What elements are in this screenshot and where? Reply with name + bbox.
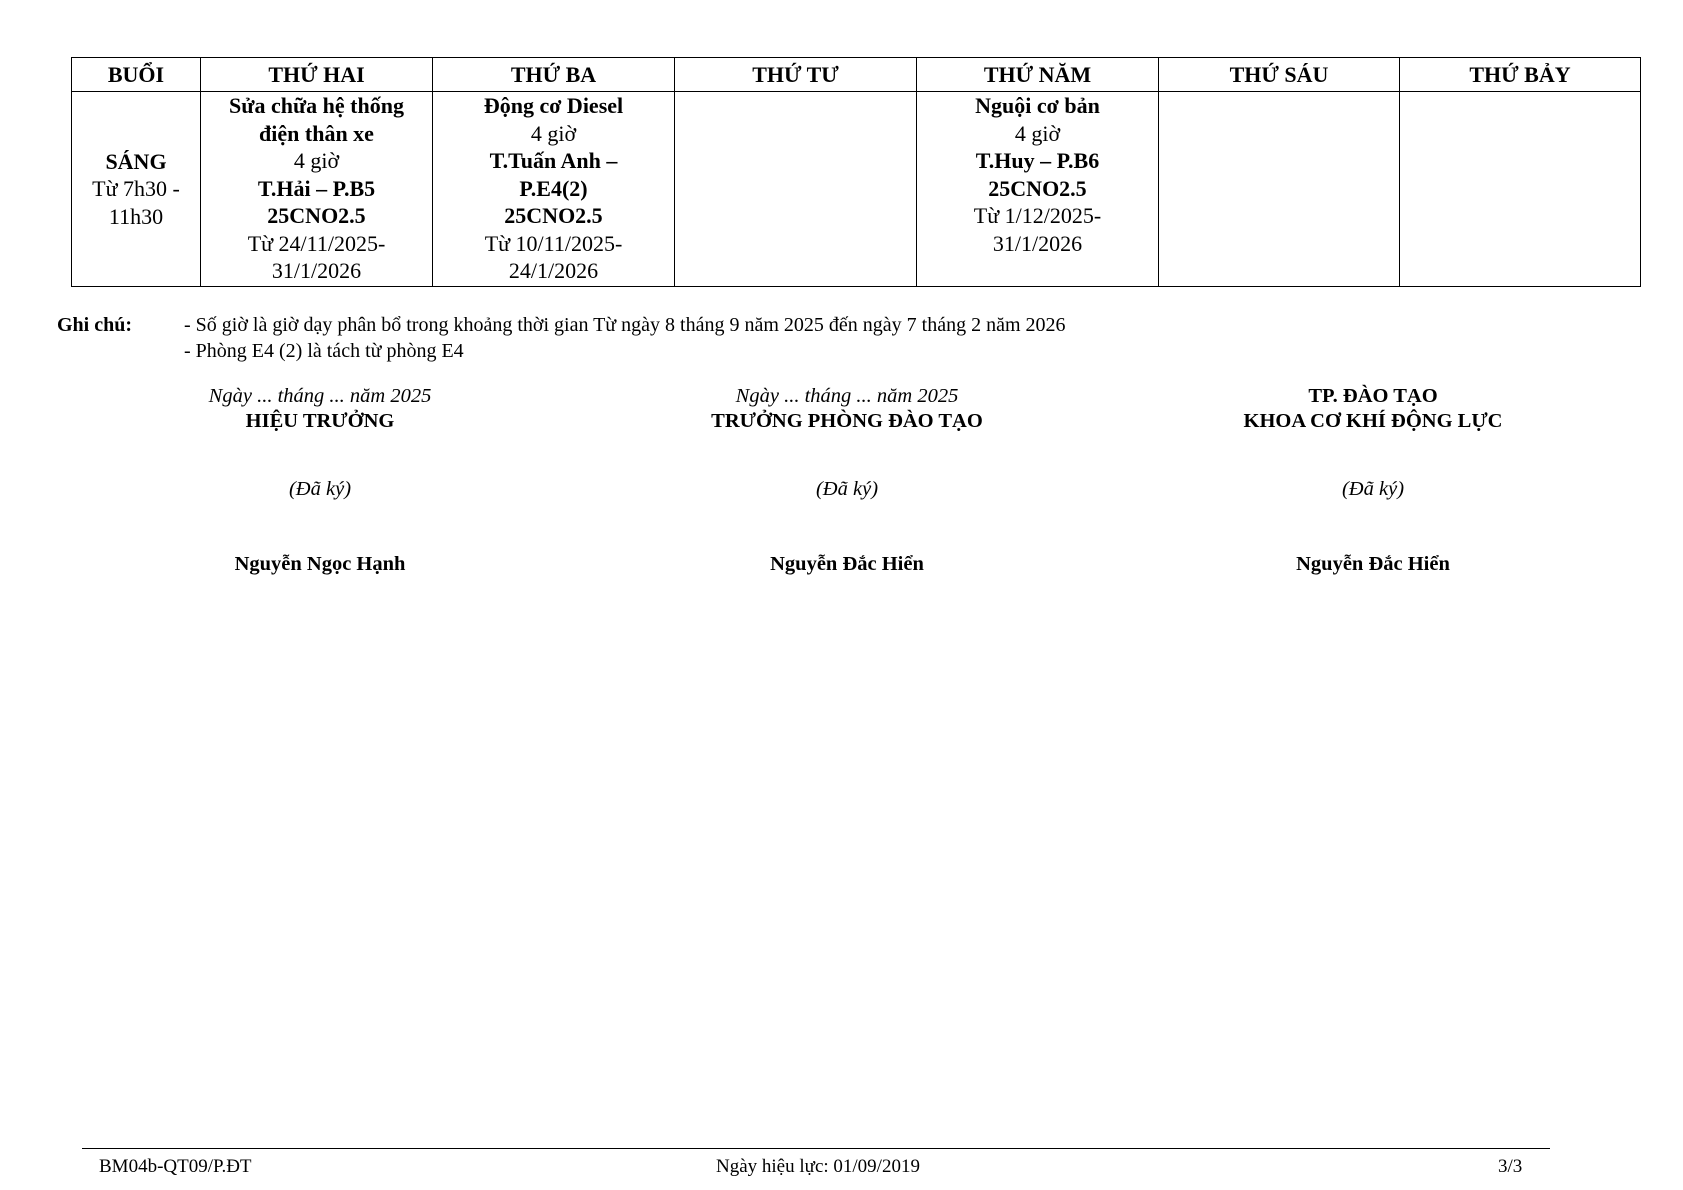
signature-name: Nguyễn Đắc Hiển (1296, 553, 1450, 575)
signature-name: Nguyễn Đắc Hiển (770, 553, 924, 575)
signature-training-head (587, 384, 1107, 575)
header-thursday: THỨ NĂM (917, 58, 1159, 92)
tue-hours: 4 giờ (530, 120, 577, 146)
wednesday-cell (675, 92, 917, 287)
footer-form-code: BM04b-QT09/P.ĐT (99, 1156, 252, 1177)
tue-subject: Động cơ Diesel (483, 93, 624, 118)
signature-principal (60, 384, 580, 575)
header-saturday: THỨ BẢY (1400, 58, 1641, 92)
mon-range-line1: Từ 24/11/2025- (247, 230, 386, 256)
saturday-cell (1400, 92, 1641, 287)
table-header-row (72, 58, 1641, 92)
session-time-end: 11h30 (108, 203, 164, 229)
thu-range-line1: Từ 1/12/2025- (973, 203, 1102, 228)
session-time-start: Từ 7h30 - (92, 176, 180, 202)
mon-hours: 4 giờ (293, 148, 340, 173)
tue-teacher-line1: T.Tuấn Anh – (489, 148, 618, 173)
tuesday-cell (433, 92, 675, 287)
header-monday: THỨ HAI (201, 58, 433, 92)
signature-date: Ngày ... tháng ... năm 2025 (208, 385, 432, 407)
signature-title-1: TP. ĐÀO TẠO (1308, 385, 1438, 407)
thu-teacher-room: T.Huy – P.B6 (975, 148, 1100, 173)
session-cell (72, 92, 201, 287)
mon-subject-line1: Sửa chữa hệ thống (229, 93, 404, 118)
header-tuesday: THỨ BA (433, 58, 675, 92)
schedule-table (71, 57, 1641, 287)
thu-hours: 4 giờ (1014, 120, 1061, 146)
signature-signed: (Đã ký) (1341, 478, 1405, 500)
mon-range-line2: 31/1/2026 (271, 258, 362, 283)
header-friday: THỨ SÁU (1159, 58, 1400, 92)
signature-signed: (Đã ký) (815, 478, 879, 500)
thu-subject: Nguội cơ bản (975, 93, 1100, 118)
friday-cell (1159, 92, 1400, 287)
signature-faculty (1113, 384, 1633, 575)
tue-range-line2: 24/1/2026 (508, 258, 599, 283)
signature-name: Nguyễn Ngọc Hạnh (234, 553, 406, 575)
notes-label: Ghi chú: (57, 314, 133, 336)
mon-teacher-room: T.Hải – P.B5 (257, 175, 376, 201)
signature-title-2: KHOA CƠ KHÍ ĐỘNG LỰC (1243, 410, 1503, 432)
footer-divider (82, 1148, 1550, 1149)
signature-title: TRƯỞNG PHÒNG ĐÀO TẠO (711, 410, 983, 432)
signature-title: HIỆU TRƯỞNG (245, 410, 395, 432)
thursday-cell (917, 92, 1159, 287)
table-row-morning (72, 92, 1641, 287)
tue-class: 25CNO2.5 (504, 203, 603, 228)
mon-subject-line2: điện thân xe (259, 120, 374, 146)
note-line-2: - Phòng E4 (2) là tách từ phòng E4 (184, 340, 464, 362)
signature-date: Ngày ... tháng ... năm 2025 (735, 385, 959, 407)
thu-class: 25CNO2.5 (988, 175, 1087, 201)
signature-signed: (Đã ký) (288, 478, 352, 500)
footer-effective-date: Ngày hiệu lực: 01/09/2019 (716, 1156, 920, 1177)
mon-class: 25CNO2.5 (267, 203, 366, 228)
session-name: SÁNG (105, 148, 167, 174)
tue-range-line1: Từ 10/11/2025- (484, 230, 623, 256)
monday-cell (201, 92, 433, 287)
tue-teacher-line2: P.E4(2) (519, 175, 588, 201)
header-wednesday: THỨ TƯ (675, 58, 917, 92)
footer-page-number: 3/3 (1498, 1156, 1523, 1177)
header-session: BUỔI (72, 58, 201, 92)
thu-range-line2: 31/1/2026 (992, 230, 1083, 256)
note-line-1: - Số giờ là giờ dạy phân bổ trong khoảng thời gian Từ ngày 8 tháng 9 năm 2025 đến ngày 7 tháng 2 năm 2026 (184, 314, 1066, 336)
